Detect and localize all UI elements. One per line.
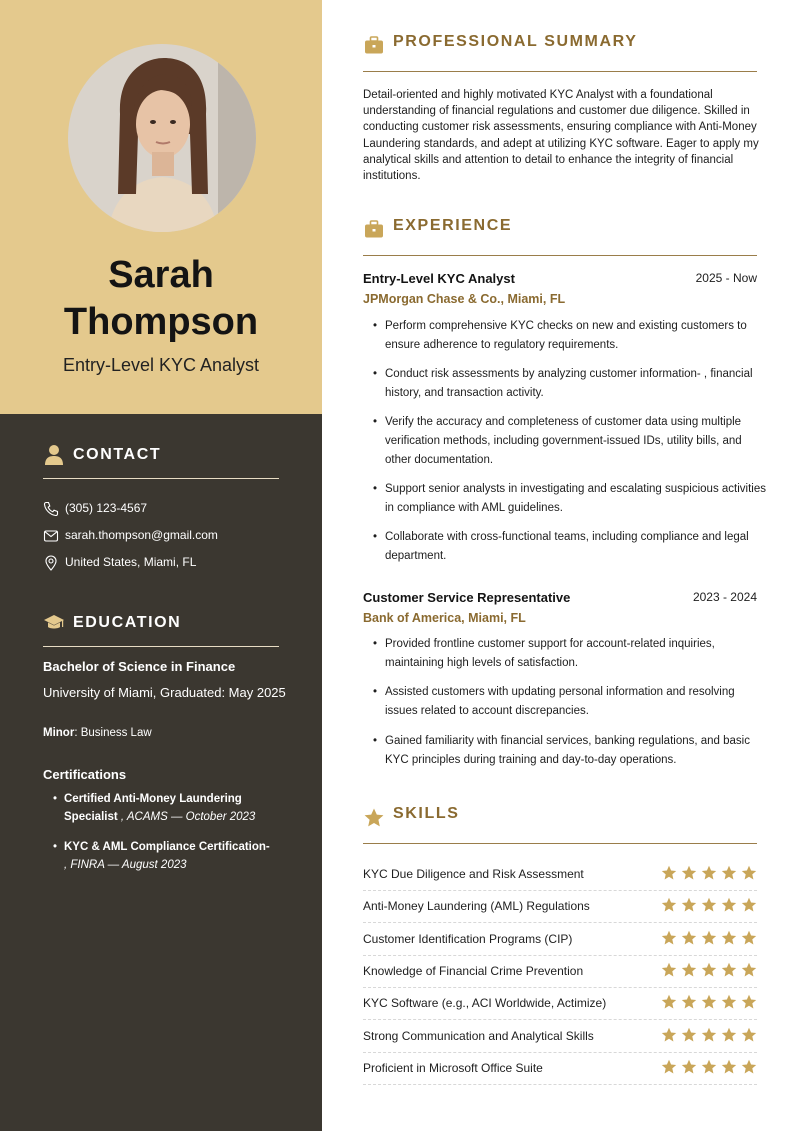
job-dates: 2023 - 2024 [692, 590, 757, 604]
star-icon [681, 897, 697, 913]
skill-row [363, 1020, 757, 1053]
skill-row [363, 923, 757, 956]
location-text: United States, Miami, FL [65, 555, 197, 569]
summary-text: Detail-oriented and highly motivated KYC Analyst with a foundational understanding of financial regulations and customer due diligence. Skilled in conducting customer risk assessments, ensuring compliance with Anti-Money Laundering standards, and adept at utilizing KYC software. Eager to apply my analytical skills and attention to detail to enhance the integrity of financial institutions. [363, 89, 759, 183]
job-title: Entry-Level KYC Analyst [62, 355, 260, 375]
experience-heading [363, 217, 757, 256]
skill-name: Proficient in Microsoft Office Suite [363, 1060, 543, 1075]
minor [43, 727, 152, 739]
location-pin-icon [43, 555, 59, 571]
job-role: Entry-Level KYC Analyst [363, 271, 515, 286]
job-bullet: • Gained familiarity with financial services, banking regulations, and basic KYC principles during training and day-to-day operations. [385, 732, 770, 770]
star-icon [741, 994, 757, 1010]
star-icon [701, 930, 717, 946]
star-icon [701, 1059, 717, 1075]
summary-heading [363, 33, 757, 72]
star-icon [721, 994, 737, 1010]
skill-name: Strong Communication and Analytical Skills [363, 1028, 594, 1043]
job-bullet: • Assisted customers with updating personal information and resolving issues related to account discrepancies. [385, 683, 770, 721]
star-icon [701, 897, 717, 913]
job-dates: 2025 - Now [695, 271, 757, 285]
star-icon [681, 1059, 697, 1075]
certification-detail: , FINRA — August 2023 [64, 859, 187, 871]
certification-item [64, 838, 294, 874]
profile-photo [68, 44, 256, 232]
skill-name: KYC Software (e.g., ACI Worldwide, Actimize) [363, 996, 607, 1011]
certification-item [64, 790, 294, 826]
university: University of Miami, Graduated: May 2025 [43, 685, 286, 700]
job-bullet: • Collaborate with cross-functional teams, including compliance and legal department. [385, 528, 770, 566]
star-icon [721, 962, 737, 978]
skill-name: Knowledge of Financial Crime Prevention [363, 963, 584, 978]
star-icon [741, 1059, 757, 1075]
skill-rating [657, 1059, 757, 1075]
star-icon [741, 962, 757, 978]
star-icon [741, 1027, 757, 1043]
star-icon [661, 994, 677, 1010]
job-bullet: • Perform comprehensive KYC checks on new and existing customers to ensure adherence to regulatory requirements. [385, 317, 770, 355]
minor-value: : Business Law [74, 727, 152, 739]
star-icon [661, 865, 677, 881]
star-icon [681, 865, 697, 881]
star-icon [701, 994, 717, 1010]
degree: Bachelor of Science in Finance [43, 659, 236, 674]
phone-icon [43, 501, 59, 517]
certification-detail: , ACAMS — October 2023 [117, 811, 256, 823]
star-icon [363, 807, 385, 829]
education-heading [43, 616, 279, 647]
star-icon [661, 897, 677, 913]
skill-name: KYC Due Diligence and Risk Assessment [363, 867, 584, 881]
skill-rating [657, 865, 757, 881]
star-icon [741, 897, 757, 913]
job-bullet: • Verify the accuracy and completeness of customer data using multiple verification methods, including government-issued IDs, utility bills, and other documentation. [385, 413, 770, 470]
skill-name: Customer Identification Programs (CIP) [363, 931, 573, 946]
job-bullet: • Conduct risk assessments by analyzing customer information- , financial history, and transaction activity. [385, 365, 770, 403]
star-icon [701, 865, 717, 881]
star-icon [681, 962, 697, 978]
star-icon [741, 865, 757, 881]
first-name: Sarah [108, 254, 214, 296]
user-icon [43, 444, 65, 466]
briefcase-icon [363, 219, 385, 241]
contact-heading-label: CONTACT [73, 446, 162, 463]
star-icon [721, 1027, 737, 1043]
education-heading-label: EDUCATION [73, 614, 182, 631]
skill-rating [657, 994, 757, 1010]
graduation-cap-icon [43, 612, 65, 634]
star-icon [741, 930, 757, 946]
job-bullet: • Support senior analysts in investigating and escalating suspicious activities in compliance with AML guidelines. [385, 480, 770, 518]
star-icon [661, 1027, 677, 1043]
skill-row [363, 987, 757, 1020]
star-icon [701, 962, 717, 978]
certification-name: KYC & AML Compliance Certification- [64, 841, 270, 853]
skill-row [363, 955, 757, 988]
skill-row [363, 1052, 757, 1085]
star-icon [661, 930, 677, 946]
summary-heading-label: PROFESSIONAL SUMMARY [393, 33, 638, 50]
job-company: JPMorgan Chase & Co., Miami, FL [363, 292, 566, 306]
email-text: sarah.thompson@gmail.com [65, 528, 218, 542]
star-icon [721, 1059, 737, 1075]
skill-name: Anti-Money Laundering (AML) Regulations [363, 899, 590, 914]
briefcase-icon [363, 35, 385, 57]
star-icon [701, 1027, 717, 1043]
skills-heading-label: SKILLS [393, 805, 460, 822]
star-icon [721, 897, 737, 913]
star-icon [661, 962, 677, 978]
star-icon [681, 930, 697, 946]
job-company: Bank of America, Miami, FL [363, 611, 526, 625]
skills-heading [363, 805, 757, 844]
certifications-heading: Certifications [43, 767, 127, 782]
certification-name: Certified Anti-Money Laundering Specialist [64, 793, 242, 823]
star-icon [721, 930, 737, 946]
skill-rating [657, 930, 757, 946]
job-bullet: • Provided frontline customer support for account-related inquiries, maintaining high levels of satisfaction. [385, 635, 770, 673]
star-icon [681, 1027, 697, 1043]
skill-rating [657, 1027, 757, 1043]
minor-label: Minor [43, 727, 75, 739]
job-role: Customer Service Representative [363, 590, 571, 605]
phone-text: (305) 123-4567 [65, 501, 148, 515]
last-name: Thompson [63, 301, 259, 343]
skill-rating [657, 897, 757, 913]
star-icon [721, 865, 737, 881]
full-name [0, 252, 322, 346]
star-icon [681, 994, 697, 1010]
contact-heading [43, 448, 279, 479]
mail-icon [43, 528, 59, 544]
skill-row [363, 890, 757, 923]
experience-heading-label: EXPERIENCE [393, 217, 513, 234]
skill-rating [657, 962, 757, 978]
star-icon [661, 1059, 677, 1075]
skill-row [363, 858, 757, 891]
